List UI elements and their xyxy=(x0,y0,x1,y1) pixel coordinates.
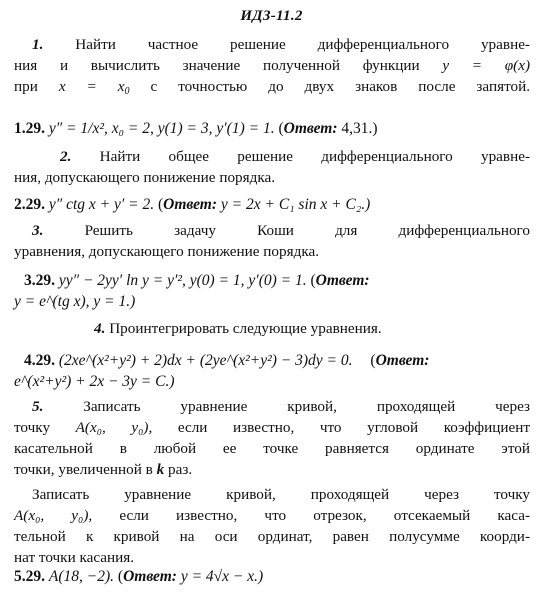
problem-2-29-number: 2.29. xyxy=(14,196,45,213)
problem-1-29-answer: 4,31.) xyxy=(341,120,378,137)
task-5b-line-4: нат точки касания. xyxy=(14,549,135,566)
task-5b-line-2: A(x₀, y₀), если известно, что отрезок, отсекаемый каса- xyxy=(14,507,531,524)
task-2-line-2: ния, допускающего понижение порядка. xyxy=(14,169,276,186)
problem-3-29-number: 3.29. xyxy=(24,272,55,289)
task-1-line-3: при $x = x_0$ с точностью до двух знаков после запятой. xyxy=(14,78,531,97)
problem-4-29: 4.29. (2xe^(x²+y²) + 2)dx + (2ye^(x²+y²) − 3)dy = 0. (Ответ: e^(x²+y²) + 2x − 3y = C.) xyxy=(14,350,530,392)
task-1-line-2: ния и вычислить значение полученной функции y = φ(x) xyxy=(14,57,531,74)
task-1-line-1: 1. Найти частное решение дифференциального уравне- xyxy=(32,36,530,53)
task-2-instruction xyxy=(14,146,530,188)
task-1-function: y = φ(x) xyxy=(442,57,531,74)
task-5-line-1: 5. Записать уравнение кривой, проходящей через xyxy=(32,398,530,415)
problem-1-29-number: 1.29. xyxy=(14,120,45,137)
task-1-point: $x = x_0$ xyxy=(58,78,130,97)
problem-3-29-equation: yy″ − 2yy′ ln y = y′², y(0) = 1, y′(0) = 1. xyxy=(58,272,307,289)
answer-label: Ответ: xyxy=(123,568,177,585)
task-2-number: 2. xyxy=(60,148,72,165)
task-5-instruction xyxy=(14,396,530,480)
problem-4-29-equation: (2xe^(x²+y²) + 2)dx + (2ye^(x²+y²) − 3)dy = 0. xyxy=(58,352,353,369)
task-3-line-2: уравнения, допускающего понижение порядка. xyxy=(14,243,320,260)
task-3-number: 3. xyxy=(32,222,44,239)
task-5-line-4: точки, увеличенной в k раз. xyxy=(14,461,193,478)
answer-label: Ответ: xyxy=(375,352,430,369)
problem-4-29-answer: e^(x²+y²) + 2x − 3y = C.) xyxy=(14,373,175,390)
problem-5-29-answer: y = 4√x − x.) xyxy=(180,568,264,585)
answer-label: Ответ: xyxy=(283,120,338,137)
task-5b-instruction xyxy=(14,484,530,568)
problem-2-29-answer: y = 2x + C₁ sin x + C₂.) xyxy=(220,196,371,213)
task-1-number: 1. xyxy=(32,36,44,53)
task-5b-line-3: тельной к кривой на оси ординат, равен полусумме коорди- xyxy=(14,528,530,545)
task-5b-line-1: Записать уравнение кривой, проходящей через точку xyxy=(32,486,530,503)
problem-5-29-equation: A(18, −2). xyxy=(48,568,115,585)
problem-5-29: 5.29. A(18, −2). (Ответ: y = 4√x − x.) xyxy=(14,568,264,585)
task-5-number: 5. xyxy=(32,398,44,415)
task-3-instruction xyxy=(14,220,530,262)
page-title: ИДЗ-11.2 xyxy=(240,8,303,24)
problem-4-29-number: 4.29. xyxy=(24,352,55,369)
answer-label: Ответ: xyxy=(315,272,370,289)
task-2-line-1: 2. Найти общее решение дифференциального уравне- xyxy=(60,148,531,165)
problem-2-29-equation: y″ ctg x + y′ = 2. xyxy=(48,196,155,213)
task-3-line-1: 3. Решить задачу Коши для дифференциального xyxy=(32,222,530,239)
task-4-number: 4. xyxy=(94,320,106,337)
task-5-line-3: касательной в любой ее точке равняется ординате этой xyxy=(14,440,530,457)
problem-5-29-number: 5.29. xyxy=(14,568,45,585)
task-5-line-2: точку A(x₀, y₀), если известно, что угловой коэффициент xyxy=(14,419,530,436)
problem-1-29: 1.29. y″ = 1/x², x₀ = 2, y(1) = 3, y′(1) = 1. (Ответ: 4,31.) xyxy=(14,120,378,137)
problem-3-29: 3.29. yy″ − 2yy′ ln y = y′², y(0) = 1, y′(0) = 1. (Ответ: y = e^(tg x), y = 1.) xyxy=(14,270,530,312)
task-4-instruction: 4. Проинтегрировать следующие уравнения. xyxy=(94,320,382,337)
problem-2-29: 2.29. y″ ctg x + y′ = 2. (Ответ: y = 2x + C₁ sin x + C₂.) xyxy=(14,196,371,213)
problem-1-29-equation: y″ = 1/x², x₀ = 2, y(1) = 3, y′(1) = 1. xyxy=(48,120,275,137)
problem-3-29-answer: y = e^(tg x), y = 1.) xyxy=(14,293,136,310)
task-1-instruction xyxy=(14,34,530,97)
answer-label: Ответ: xyxy=(163,196,218,213)
